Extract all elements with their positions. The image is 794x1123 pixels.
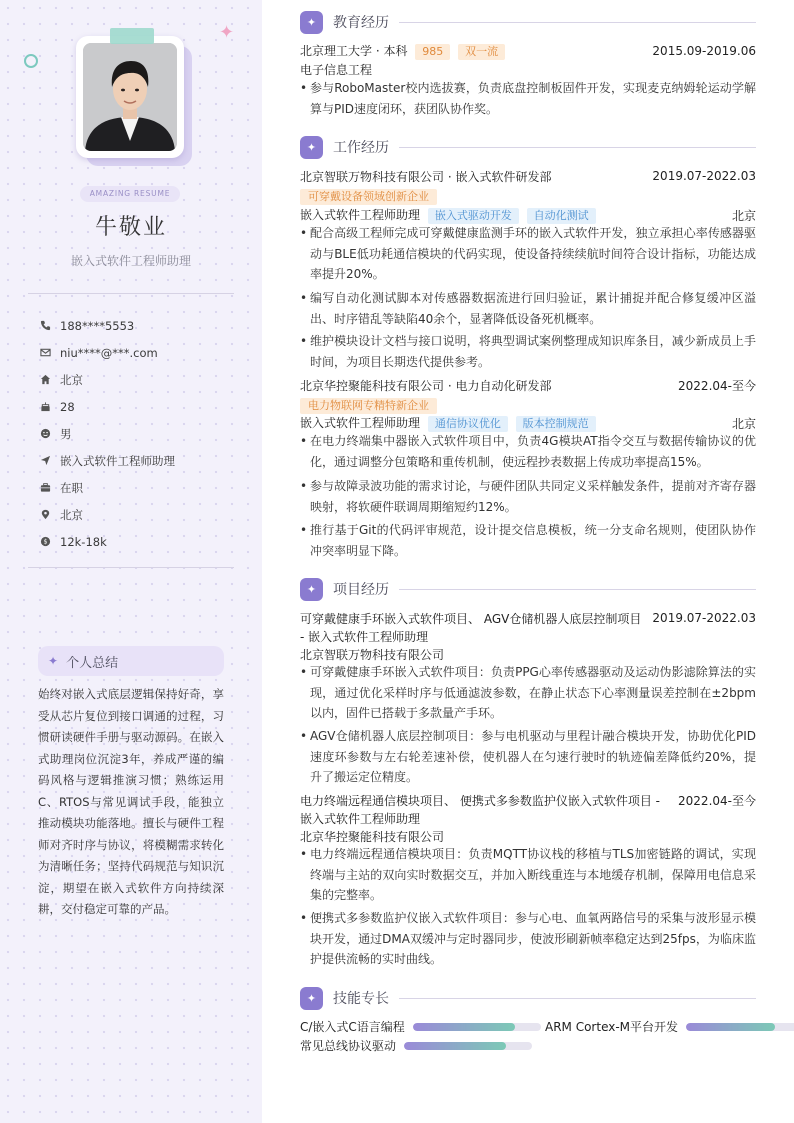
contact-phone xyxy=(40,312,240,339)
money-icon xyxy=(40,536,60,547)
briefcase-icon xyxy=(40,482,60,493)
job-city: 北京 xyxy=(731,208,756,223)
sparkle-icon: ✦ xyxy=(300,578,323,601)
job-company-row xyxy=(300,376,756,394)
project-heading: 电力终端远程通信模块项目、 便携式多参数监护仪嵌入式软件项目 - xyxy=(300,793,660,808)
location-pin-icon xyxy=(40,509,60,520)
candidate-role: 嵌入式软件工程师助理 xyxy=(70,254,191,268)
cake-icon xyxy=(40,401,60,412)
sparkle-icon: ✦ xyxy=(300,136,323,159)
home-icon xyxy=(40,374,60,385)
skills-section-header xyxy=(300,986,756,1010)
project-heading-row xyxy=(300,627,756,645)
photo-frame xyxy=(76,36,184,158)
job-bullet: • 推行基于Git的代码评审规范，设计提交信息模板，统一分支命名规则，使团队协作冲突率明显下降。 xyxy=(300,520,756,561)
job-skill-tag: 自动化测试 xyxy=(527,208,596,224)
sidebar-divider xyxy=(28,567,234,568)
project-date: 2022.04-至今 xyxy=(678,793,756,808)
job-date: 2022.04-至今 xyxy=(678,378,756,393)
job-position-group xyxy=(300,414,596,432)
education-tag: 985 xyxy=(415,44,450,60)
skill-item xyxy=(300,1037,532,1054)
svg-text:$: $ xyxy=(43,537,48,546)
section-rule xyxy=(399,22,756,23)
education-tag: 双一流 xyxy=(458,44,505,60)
education-bullet: • 参与RoboMaster校内选拔赛，负责底盘控制板固件开发，实现麦克纳姆轮运动学解算与PID速度闭环，获团队协作奖。 xyxy=(300,78,756,119)
gender-icon xyxy=(40,428,60,439)
skill-bar xyxy=(404,1042,532,1050)
resume-badge: AMAZING RESUME xyxy=(80,186,180,202)
job-skill-tag: 版本控制规范 xyxy=(516,416,596,432)
sparkle-icon: ✦ xyxy=(300,987,323,1010)
summary-text: 始终对嵌入式底层逻辑保持好奇，享受从芯片复位到接口调通的过程，习惯研读硬件手册与驱动源码。在嵌入式助理岗位沉淀3年，养成严谨的编码风格与逻辑推演习惯；熟练运用C、RTOS与常见调试手段，能独立推动模块功能落地。擅长与硬件工程师对齐时序与协议，将模糊需求转化为清晰任务；坚持代码规范与知识沉淀，期望在嵌入式软件方向持续深耕，交付稳定可靠的产品。 xyxy=(38,687,224,916)
contact-list xyxy=(40,312,240,555)
skill-bar-fill xyxy=(404,1042,506,1050)
job-skill-tag: 通信协议优化 xyxy=(428,416,508,432)
job-position: 嵌入式软件工程师助理 xyxy=(300,208,421,222)
summary-title: 个人总结 xyxy=(66,655,119,671)
project-company-row xyxy=(300,645,756,663)
sidebar xyxy=(0,0,262,1123)
contact-home-value: 北京 xyxy=(60,372,83,387)
job-position-row xyxy=(300,206,756,224)
skill-bar xyxy=(413,1023,541,1031)
contact-email-value: niu****@***.com xyxy=(60,345,158,360)
job-bullet: • 编写自动化测试脚本对传感器数据流进行回归验证，累计捕捉并配合修复缓冲区溢出、时序错乱等缺陷40余个，显著降低设备死机概率。 xyxy=(300,288,756,329)
project-bullet: • 电力终端远程通信模块项目：负责MQTT协议栈的移植与TLS加密链路的调试，实现终端与主站的双向实时数据交互，并加入断线重连与本地缓存机制，保障用电信息采集的完整率。 xyxy=(300,844,756,906)
section-rule xyxy=(399,147,756,148)
sparkle-icon: ✦ xyxy=(219,22,235,43)
contact-salary xyxy=(40,528,240,555)
work-section-header xyxy=(300,135,756,159)
phone-icon xyxy=(40,320,60,331)
job-bullet: • 参与故障录波功能的需求讨论，与硬件团队共同定义采样触发条件，提前对齐寄存器映射，将软硬件联调周期缩短约12%。 xyxy=(300,476,756,517)
job-city: 北京 xyxy=(731,416,756,431)
avatar xyxy=(83,43,177,151)
project-heading: 可穿戴健康手环嵌入式软件项目、 AGV仓储机器人底层控制项目 xyxy=(300,611,642,626)
job-position: 嵌入式软件工程师助理 xyxy=(300,416,421,430)
education-section-header xyxy=(300,10,756,34)
skill-bar-fill xyxy=(413,1023,515,1031)
contact-location-value: 北京 xyxy=(60,507,83,522)
work-title: 工作经历 xyxy=(333,140,389,156)
project-heading-row xyxy=(300,809,756,827)
skill-item xyxy=(545,1018,794,1035)
contact-location xyxy=(40,501,240,528)
section-rule xyxy=(399,589,756,590)
projects-title: 项目经历 xyxy=(333,582,389,598)
job-bullet: • 维护模块设计文档与接口说明，将典型调试案例整理成知识库条目，减少新成员上手时间，为项目长期迭代提供参考。 xyxy=(300,331,756,372)
contact-email xyxy=(40,339,240,366)
project-heading-cont: 嵌入式软件工程师助理 xyxy=(300,811,421,826)
education-title: 教育经历 xyxy=(333,15,389,31)
contact-target-role-value: 嵌入式软件工程师助理 xyxy=(60,453,175,468)
job-skill-tag: 嵌入式驱动开发 xyxy=(428,208,519,224)
project-heading-row xyxy=(300,609,756,627)
job-bullet: • 配合高级工程师完成可穿戴健康监测手环的嵌入式软件开发，独立承担心率传感器驱动与BLE低功耗通信模块的代码实现，使设备持续续航时间符合设计指标，功能达成率提升20%。 xyxy=(300,223,756,285)
avatar-portrait-icon xyxy=(83,43,177,151)
project-bullet: • AGV仓储机器人底层控制项目：参与电机驱动与里程计融合模块开发，协助优化PID速度环参数与左右轮差速补偿，使机器人在匀速行驶时的轨迹偏差降低约20%，提升了搬运定位精度。 xyxy=(300,726,756,788)
skill-bar xyxy=(686,1023,794,1031)
sparkle-icon: ✦ xyxy=(300,11,323,34)
company-tag: 可穿戴设备领域创新企业 xyxy=(300,189,437,205)
education-major-row xyxy=(300,60,756,78)
contact-phone-value: 188****5553 xyxy=(60,318,135,333)
company-tag: 电力物联网专精特新企业 xyxy=(300,398,437,414)
contact-gender xyxy=(40,420,240,447)
section-rule xyxy=(399,998,756,999)
project-company-row xyxy=(300,827,756,845)
project-bullet: • 便携式多参数监护仪嵌入式软件项目：参与心电、血氧两路信号的采集与波形显示模块开发，通过DMA双缓冲与定时器同步，使波形刷新帧率稳定达到25fps，为临床监护提供流畅的实时曲线。 xyxy=(300,908,756,970)
job-company: 北京智联万物科技有限公司 · 嵌入式软件研发部 xyxy=(300,169,552,184)
profile-photo xyxy=(76,36,188,160)
job-position-group xyxy=(300,206,596,224)
contact-status xyxy=(40,474,240,501)
contact-age xyxy=(40,393,240,420)
education-school: 北京理工大学 · 本科 xyxy=(300,44,408,58)
tape-decoration xyxy=(110,28,154,44)
project-heading-row xyxy=(300,791,756,809)
send-icon xyxy=(40,455,60,466)
skill-bar-fill xyxy=(686,1023,775,1031)
contact-target-role xyxy=(40,447,240,474)
job-company-row xyxy=(300,167,756,185)
education-school-group xyxy=(300,42,505,60)
job-company: 北京华控聚能科技有限公司 · 电力自动化研发部 xyxy=(300,378,552,393)
sparkle-icon: ✦ xyxy=(48,654,59,668)
education-major: 电子信息工程 xyxy=(300,62,373,77)
skill-name: 常见总线协议驱动 xyxy=(300,1039,397,1053)
contact-home xyxy=(40,366,240,393)
job-bullet: • 在电力终端集中器嵌入式软件项目中，负责4G模块AT指令交互与数据传输协议的优化，通过调整分包策略和重传机制，使远程抄表数据上传成功率提高15%。 xyxy=(300,431,756,472)
skill-item xyxy=(300,1018,541,1035)
contact-gender-value: 男 xyxy=(60,426,72,441)
ring-decoration xyxy=(24,54,38,68)
job-date: 2019.07-2022.03 xyxy=(652,169,756,183)
contact-status-value: 在职 xyxy=(60,480,83,495)
project-heading-cont: - 嵌入式软件工程师助理 xyxy=(300,629,429,644)
project-date: 2019.07-2022.03 xyxy=(652,611,756,625)
skill-name: C/嵌入式C语言编程 xyxy=(300,1020,405,1034)
projects-section-header xyxy=(300,577,756,601)
education-date: 2015.09-2019.06 xyxy=(652,44,756,58)
skill-name: ARM Cortex-M平台开发 xyxy=(545,1020,679,1034)
candidate-name: 牛敬业 xyxy=(94,215,167,240)
education-row xyxy=(300,42,756,60)
contact-salary-value: 12k-18k xyxy=(60,534,107,549)
project-company: 北京智联万物科技有限公司 xyxy=(300,647,445,662)
sidebar-divider xyxy=(28,293,234,294)
project-company: 北京华控聚能科技有限公司 xyxy=(300,829,445,844)
mail-icon xyxy=(40,347,60,358)
contact-age-value: 28 xyxy=(60,399,75,414)
project-bullet: • 可穿戴健康手环嵌入式软件项目：负责PPG心率传感器驱动及运动伪影滤除算法的实现，通过优化采样时序与低通滤波参数，在静止状态下心率测量误差控制在±2bpm以内，固件已搭载于多款量产手环。 xyxy=(300,662,756,724)
summary-heading xyxy=(38,646,224,676)
job-position-row xyxy=(300,414,756,432)
skills-title: 技能专长 xyxy=(333,991,389,1007)
